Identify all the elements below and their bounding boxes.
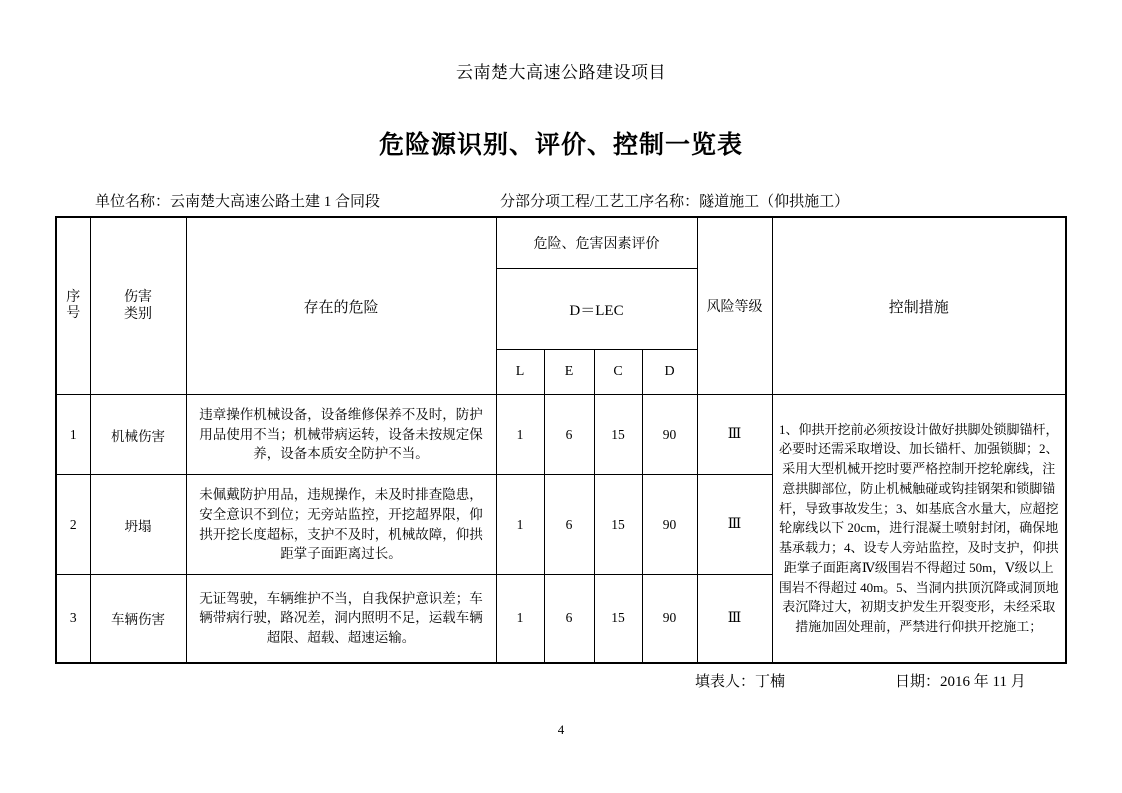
- unit-name-field: 单位名称：云南楚大高速公路土建 1 合同段: [95, 194, 381, 210]
- column-header-l: L: [496, 350, 544, 395]
- cell-l: 1: [496, 475, 544, 575]
- category-header-line1: 伤害: [124, 289, 152, 305]
- cell-hazard: [186, 395, 496, 475]
- control-measures-text: 1、仰拱开挖前必须按设计做好拱脚处锁脚锚杆，必要时还需采取增设、加长锚杆、加强锁脚；2、采用大型机械开挖时要严格控制开挖轮廓线，注意拱脚部位，防止机械触碰或钩挂钢架和锁脚锚杆，导致事故发生；3、如基底含水量大，应超挖轮廓线以下 20cm，进行混凝土喷射封闭，确保地基承载力；4、设专人旁站监控，及时支护，仰拱距掌子面距离Ⅳ级围岩不得超过 50m，Ⅴ级以上围岩不得超过 40m。5、当洞内拱顶沉降或洞顶地表沉降过大，初期支护发生开裂变形，未经采取措施加固处理前，严禁进行仰拱开挖施工；: [778, 421, 1059, 635]
- cell-e: 6: [544, 395, 594, 475]
- column-header-hazard: 存在的危险: [186, 217, 496, 395]
- cell-c: 15: [594, 575, 642, 663]
- cell-e: 6: [544, 575, 594, 663]
- table-header-row-1: [56, 217, 1066, 269]
- page-title: 危险源识别、评价、控制一览表: [378, 130, 743, 159]
- column-header-evaluation-group: 危险、危害因素评价: [496, 217, 697, 269]
- date-field: 日期：2016 年 11 月: [895, 674, 1026, 690]
- cell-seq: 2: [56, 475, 90, 575]
- column-header-control-measures: 控制措施: [772, 217, 1066, 395]
- cell-d: 90: [642, 575, 697, 663]
- risk-table: [55, 216, 1067, 664]
- cell-e: 6: [544, 475, 594, 575]
- cell-risk-level: Ⅲ: [697, 475, 772, 575]
- cell-hazard: [186, 475, 496, 575]
- column-header-formula: D＝LEC: [496, 269, 697, 350]
- page-number: 4: [557, 722, 565, 737]
- hazard-text: 无证驾驶，车辆维护不当，自我保护意识差；车辆带病行驶，路况差，洞内照明不足，运载车辆超限、超载、超速运输。: [199, 590, 483, 646]
- column-header-e: E: [544, 350, 594, 395]
- process-name-field: 分部分项工程/工艺工序名称：隧道施工（仰拱施工）: [500, 194, 850, 210]
- column-header-risk-level: 风险等级: [697, 217, 772, 395]
- cell-seq: 1: [56, 395, 90, 475]
- cell-l: 1: [496, 395, 544, 475]
- subheader: [95, 190, 1030, 212]
- cell-category: 车辆伤害: [90, 575, 186, 663]
- project-title: 云南楚大高速公路建设项目: [456, 63, 666, 82]
- cell-c: 15: [594, 395, 642, 475]
- column-header-seq: [56, 217, 90, 395]
- cell-l: 1: [496, 575, 544, 663]
- cell-category: 坍塌: [90, 475, 186, 575]
- footer: [695, 670, 1095, 692]
- column-header-d: D: [642, 350, 697, 395]
- seq-header-line2: 号: [66, 306, 81, 321]
- column-header-c: C: [594, 350, 642, 395]
- cell-d: 90: [642, 475, 697, 575]
- cell-seq: 3: [56, 575, 90, 663]
- table-row: [56, 395, 1066, 475]
- hazard-text: 未佩戴防护用品，违规操作，未及时排查隐患，安全意识不到位；无旁站监控，开挖超界限，仰拱开挖长度超标，支护不及时，机械故障，仰拱距掌子面距离过长。: [199, 487, 483, 562]
- column-header-category: [90, 217, 186, 395]
- cell-control-measures: [772, 395, 1066, 663]
- cell-hazard: [186, 575, 496, 663]
- category-header-line2: 类别: [124, 307, 152, 322]
- cell-c: 15: [594, 475, 642, 575]
- hazard-text: 违章操作机械设备，设备维修保养不及时，防护用品使用不当；机械带病运转，设备未按规定保养，设备本质安全防护不当。: [199, 407, 483, 462]
- cell-risk-level: Ⅲ: [697, 575, 772, 663]
- cell-category: 机械伤害: [90, 395, 186, 475]
- seq-header-line1: 序: [66, 290, 81, 306]
- cell-d: 90: [642, 395, 697, 475]
- cell-risk-level: Ⅲ: [697, 395, 772, 475]
- risk-table-container: [55, 216, 1065, 664]
- filled-by-field: 填表人：丁楠: [695, 674, 786, 690]
